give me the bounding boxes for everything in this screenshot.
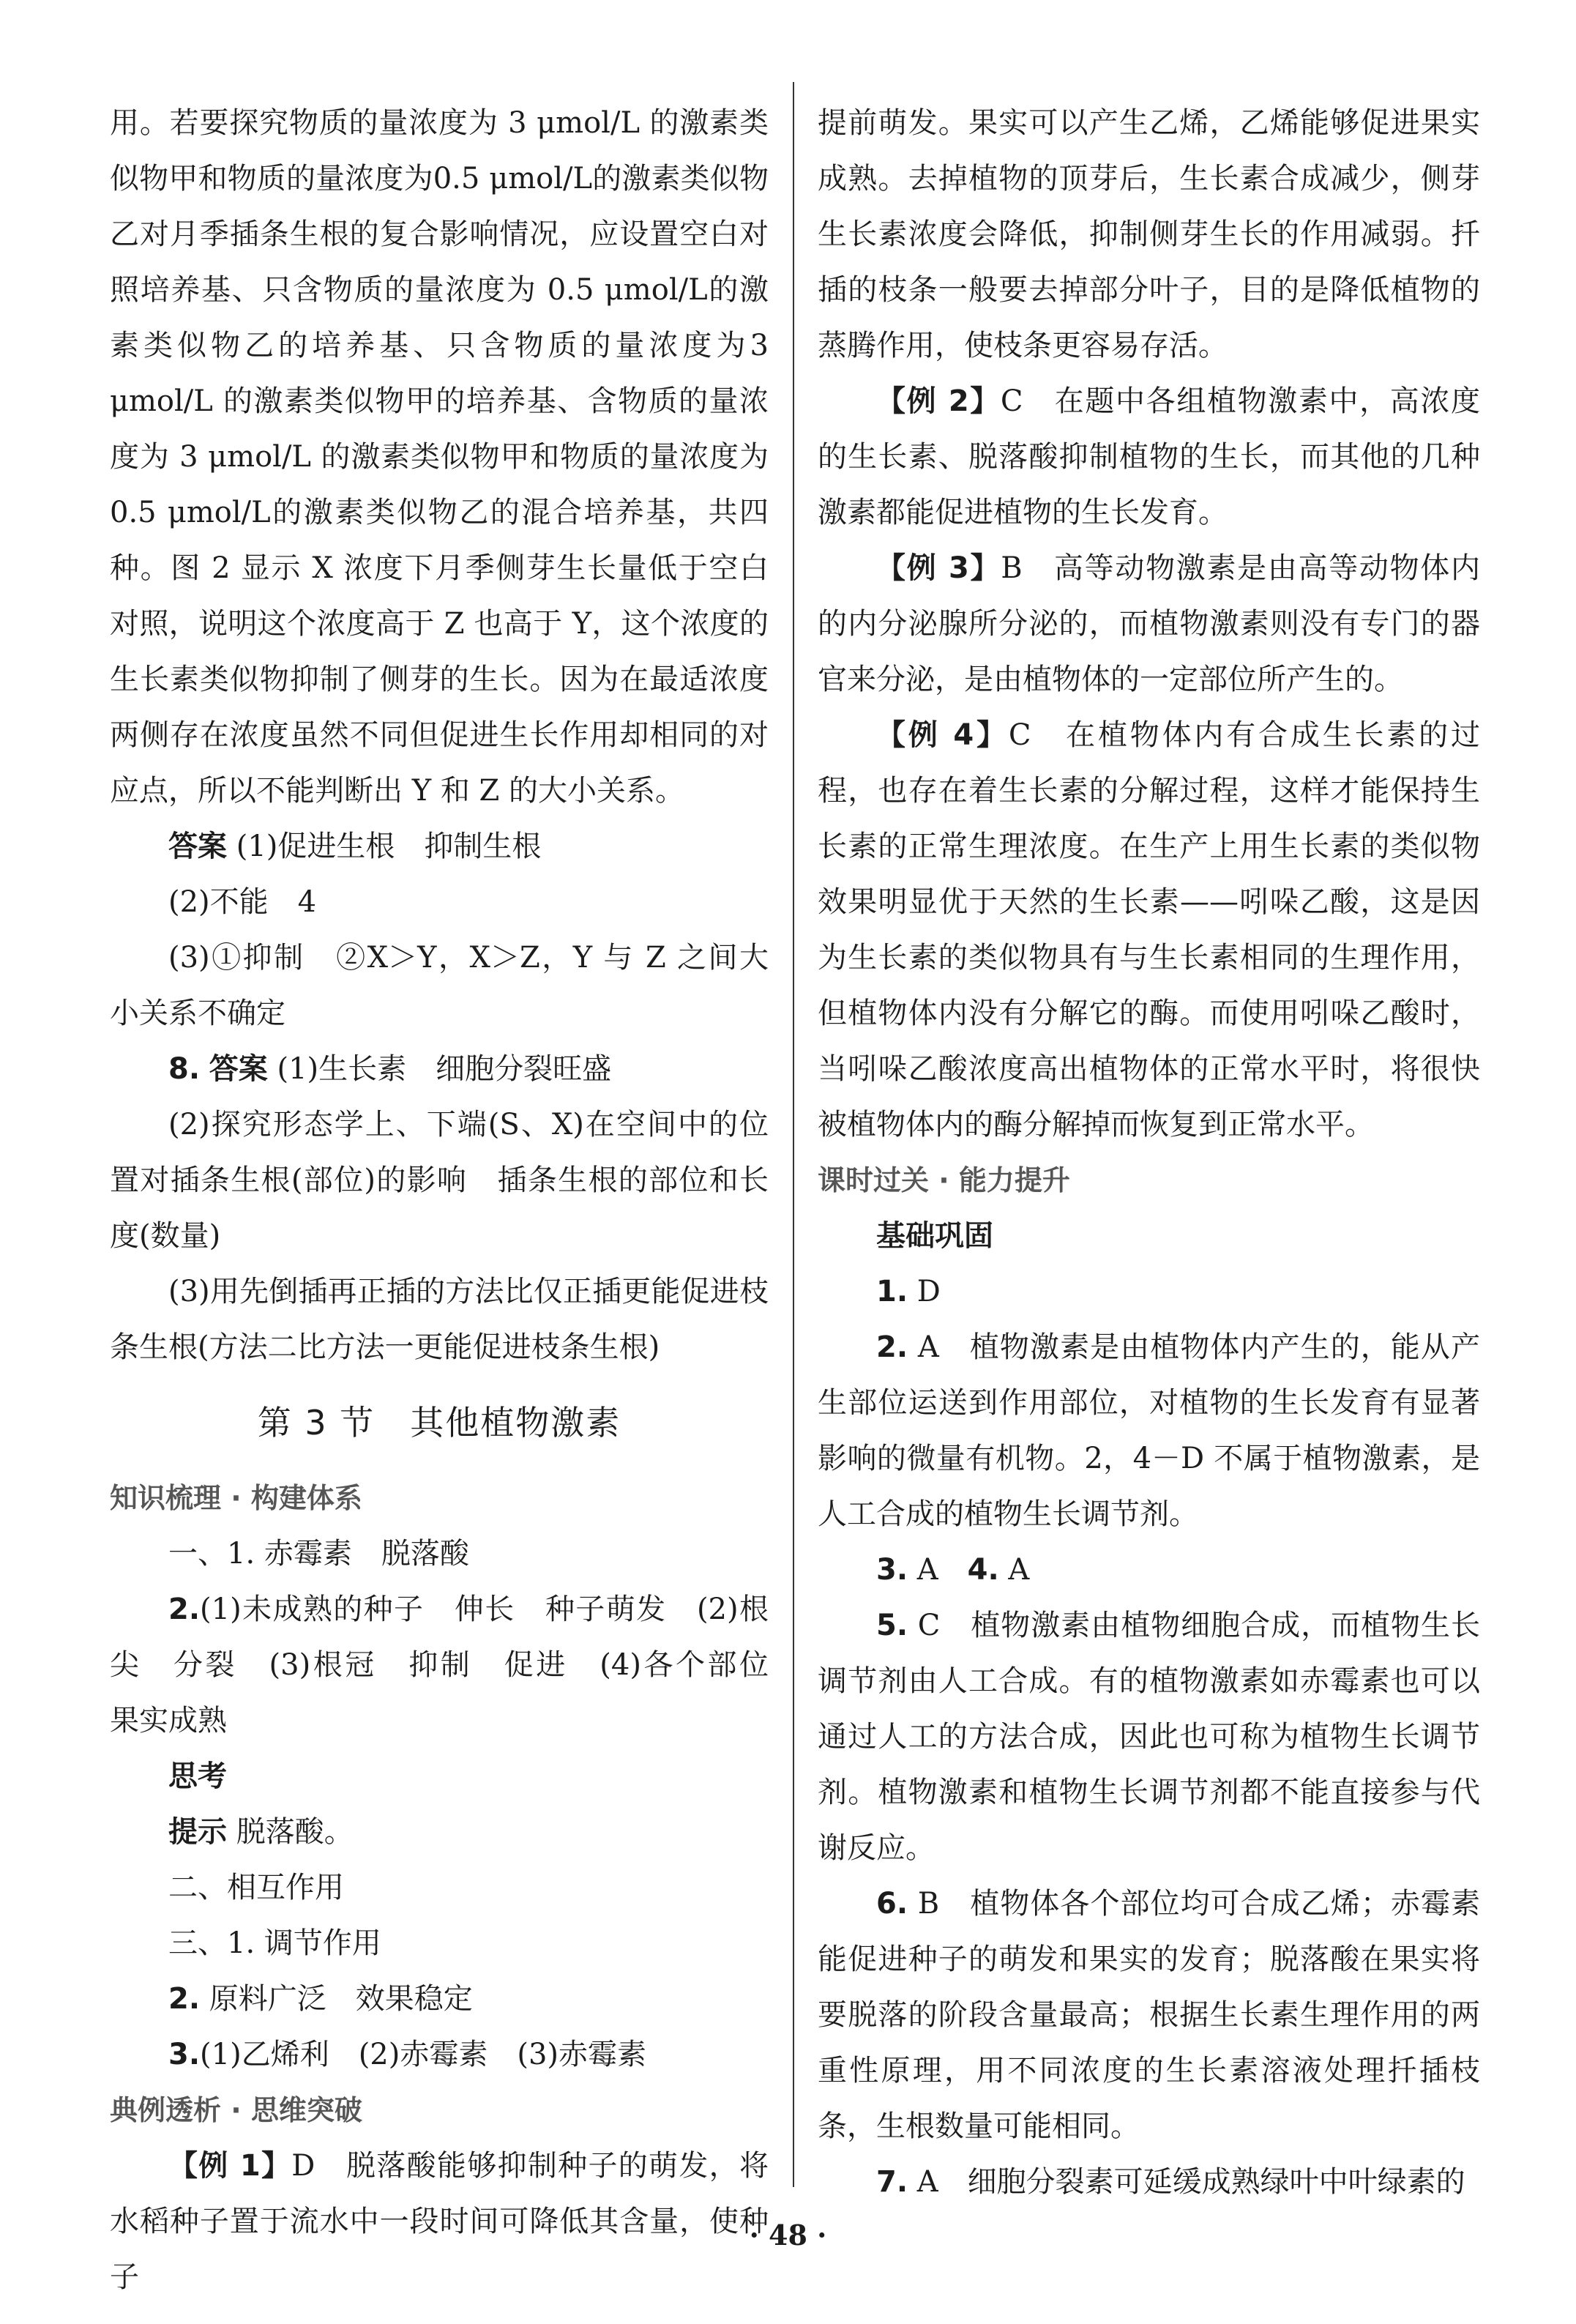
paragraph: 提前萌发。果实可以产生乙烯，乙烯能够促进果实成熟。去掉植物的顶芽后，生长素合成减少，侧芽生长素浓度会降低，抑制侧芽生长的作用减弱。扦插的枝条一般要去掉部分叶子，目的是降低植物的蒸腾作用，使枝条更容易存活。 xyxy=(818,106,1480,362)
example-3: 【例 3】B 高等动物激素是由高等动物体内的内分泌腺所分泌的，而植物激素则没有专门的器官来分泌，是由植物体的一定部位所产生的。 xyxy=(818,551,1480,696)
question-answer: 6. B 植物体各个部位均可合成乙烯；赤霉素能促进种子的萌发和果实的发育；脱落酸在果实将要脱落的阶段含量最高；根据生长素生理作用的两重性原理，用不同浓度的生长素溶液处理扦插枝条，生根数量可能相同。 xyxy=(818,1887,1480,2143)
hint-label: 提示 xyxy=(168,1815,227,1849)
right-column xyxy=(818,95,1480,2210)
question-answer: 2. A 植物激素是由植物体内产生的，能从产生部位运送到作用部位，对植物的生长发育有显著影响的微量有机物。2，4－D 不属于植物激素，是人工合成的植物生长调节剂。 xyxy=(818,1330,1481,1531)
question-answer: 5. C 植物激素由植物细胞合成，而植物生长调节剂由人工合成。有的植物激素如赤霉素也可以通过人工的方法合成，因此也可称为植物生长调节剂。植物激素和植物生长调节剂都不能直接参与代谢反应。 xyxy=(818,1609,1480,1865)
example-label: 【例 4】 xyxy=(876,718,1009,752)
knowledge-line: 三、1. 调节作用 xyxy=(168,1926,381,1960)
hint-line: 提示 脱落酸。 xyxy=(168,1815,354,1849)
section-heading: 典例透析 · 思维突破 xyxy=(110,2094,362,2126)
question-answer: 7. A 细胞分裂素可延缓成熟绿叶中叶绿素的 xyxy=(876,2165,1465,2199)
answer-7-line: (3)①抑制 ②X＞Y，X＞Z，Y 与 Z 之间大小关系不确定 xyxy=(110,941,769,1030)
think-heading: 思考 xyxy=(168,1759,227,1793)
subsection-heading: 基础巩固 xyxy=(876,1219,993,1253)
question-answer: 1. D xyxy=(876,1275,941,1308)
answer-label: 答案 xyxy=(168,830,227,863)
knowledge-line: 二、相互作用 xyxy=(168,1871,344,1904)
example-label: 【例 3】 xyxy=(876,551,1001,585)
example-2: 【例 2】C 在题中各组植物激素中，高浓度的生长素、脱落酸抑制植物的生长，而其他的几种激素都能促进植物的生长发育。 xyxy=(818,384,1480,529)
example-label: 【例 2】 xyxy=(876,384,1001,418)
question-answer: 3. A 4. A xyxy=(876,1553,1030,1587)
answer-8-line: (3)用先倒插再正插的方法比仅正插更能促进枝条生根(方法二比方法一更能促进枝条生根) xyxy=(110,1275,769,1364)
knowledge-line: 2. 原料广泛 效果稳定 xyxy=(168,1982,473,2016)
answer-7-line: (2)不能 4 xyxy=(168,885,317,919)
section-heading: 课时过关 · 能力提升 xyxy=(818,1164,1070,1196)
paragraph: 用。若要探究物质的量浓度为 3 μmol/L 的激素类似物甲和物质的量浓度为0.5 μmol/L的激素类似物乙对月季插条生根的复合影响情况，应设置空白对照培养基、只含物质的量浓度为 0.5 μmol/L的激素类似物乙的培养基、只含物质的量浓度为3 μmol/L 的激素类似物甲的培养基、含物质的量浓度为 3 μmol/L 的激素类似物甲和物质的量浓度为0.5 μmol/L的激素类似物乙的混合培养基，共四种。图 2 显示 X 浓度下月季侧芽生长量低于空白对照，说明这个浓度高于 Z 也高于 Y，这个浓度的生长素类似物抑制了侧芽的生长。因为在最适浓度两侧存在浓度虽然不同但促进生长作用却相同的对应点，所以不能判断出 Y 和 Z 的大小关系。 xyxy=(110,106,778,808)
answer-label: 答案 xyxy=(209,1052,268,1086)
section-title: 第 3 节 其他植物激素 xyxy=(257,1403,621,1442)
column-divider xyxy=(793,82,794,2187)
example-label: 【例 1】 xyxy=(168,2149,292,2183)
answer-8-line: (2)探究形态学上、下端(S、X)在空间中的位置对插条生根(部位)的影响 插条生根的部位和长度(数量) xyxy=(110,1108,769,1253)
example-1: 【例 1】D 脱落酸能够抑制种子的萌发，将水稻种子置于流水中一段时间可降低其含量，使种子 xyxy=(110,2149,769,2294)
knowledge-line: 3.(1)乙烯利 (2)赤霉素 (3)赤霉素 xyxy=(168,2038,647,2071)
example-4: 【例 4】C 在植物体内有合成生长素的过程，也存在着生长素的分解过程，这样才能保持生长素的正常生理浓度。在生产上用生长素的类似物效果明显优于天然的生长素——吲哚乙酸，这是因为生长素的类似物具有与生长素相同的生理作用，但植物体内没有分解它的酶。而使用吲哚乙酸时，当吲哚乙酸浓度高出植物体的正常水平时，将很快被植物体内的酶分解掉而恢复到正常水平。 xyxy=(818,718,1480,1141)
answer-7-line: 答案 (1)促进生根 抑制生根 xyxy=(168,830,542,863)
page-number: · 48 · xyxy=(749,2219,827,2252)
answer-8-line: 8. 答案 (1)生长素 细胞分裂旺盛 xyxy=(168,1052,612,1086)
section-heading: 知识梳理 · 构建体系 xyxy=(110,1482,362,1514)
knowledge-line: 2.(1)未成熟的种子 伸长 种子萌发 (2)根尖 分裂 (3)根冠 抑制 促进 (4)各个部位 果实成熟 xyxy=(110,1593,798,1738)
knowledge-line: 一、1. 赤霉素 脱落酸 xyxy=(168,1537,469,1571)
